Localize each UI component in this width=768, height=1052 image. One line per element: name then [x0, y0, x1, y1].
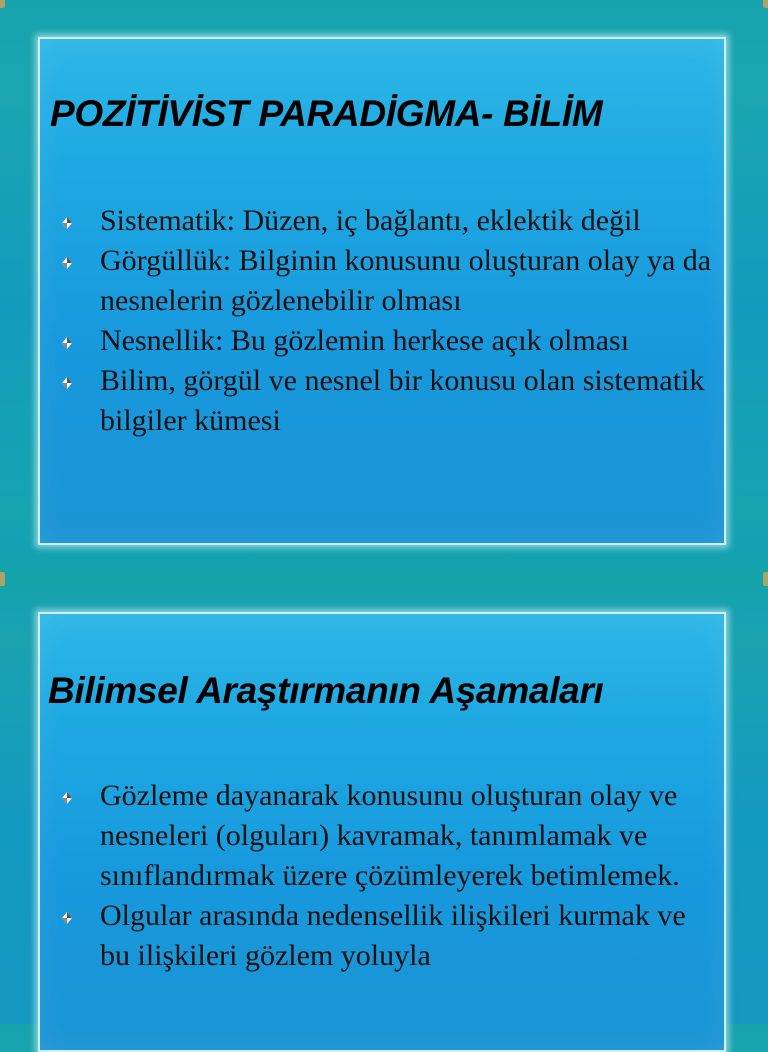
bullet-item [40, 896, 724, 976]
bullet-item [40, 201, 724, 241]
edge-marker-right [763, 572, 768, 586]
bullet-text: Bilim, görgül ve nesnel bir konusu olan sistematik bilgiler kümesi [100, 364, 705, 437]
bullet-text: Gözleme dayanarak konusunu oluşturan olay ve nesneleri (olguları) kavramak, tanımlamak ve sınıflandırmak üzere çözümleyerek betimlemek. [100, 779, 680, 892]
bullet-list [40, 776, 724, 976]
slide-gap [0, 545, 768, 615]
slide-title: Bilimsel Araştırmanın Aşamaları [48, 670, 604, 711]
bullet-item [40, 776, 724, 896]
diamond-bullet-icon [62, 912, 72, 924]
bullet-text: Olgular arasında nedensellik ilişkileri kurmak ve bu ilişkileri gözlem yoluyla [100, 899, 686, 972]
diamond-bullet-icon [62, 337, 72, 349]
edge-marker-top-left [0, 0, 5, 8]
slide-title: POZİTİVİST PARADİGMA- BİLİM [50, 93, 603, 134]
bullet-text: Görgüllük: Bilginin konusunu oluşturan olay ya da nesnelerin gözlenebilir olması [100, 244, 712, 317]
bullet-item [40, 241, 724, 321]
slide-research-stages[interactable] [38, 612, 726, 1052]
edge-marker-top-right [763, 0, 768, 8]
diamond-bullet-icon [62, 377, 72, 389]
diamond-bullet-icon [62, 217, 72, 229]
diamond-bullet-icon [62, 792, 72, 804]
edge-marker-left [0, 572, 5, 586]
bullet-text: Nesnellik: Bu gözlemin herkese açık olması [100, 324, 630, 357]
bullet-item [40, 361, 724, 441]
bullet-list [40, 201, 724, 441]
slide-positivist-paradigm[interactable] [38, 37, 726, 545]
bullet-text: Sistematik: Düzen, iç bağlantı, eklektik değil [100, 204, 641, 237]
diamond-bullet-icon [62, 257, 72, 269]
bullet-item [40, 321, 724, 361]
